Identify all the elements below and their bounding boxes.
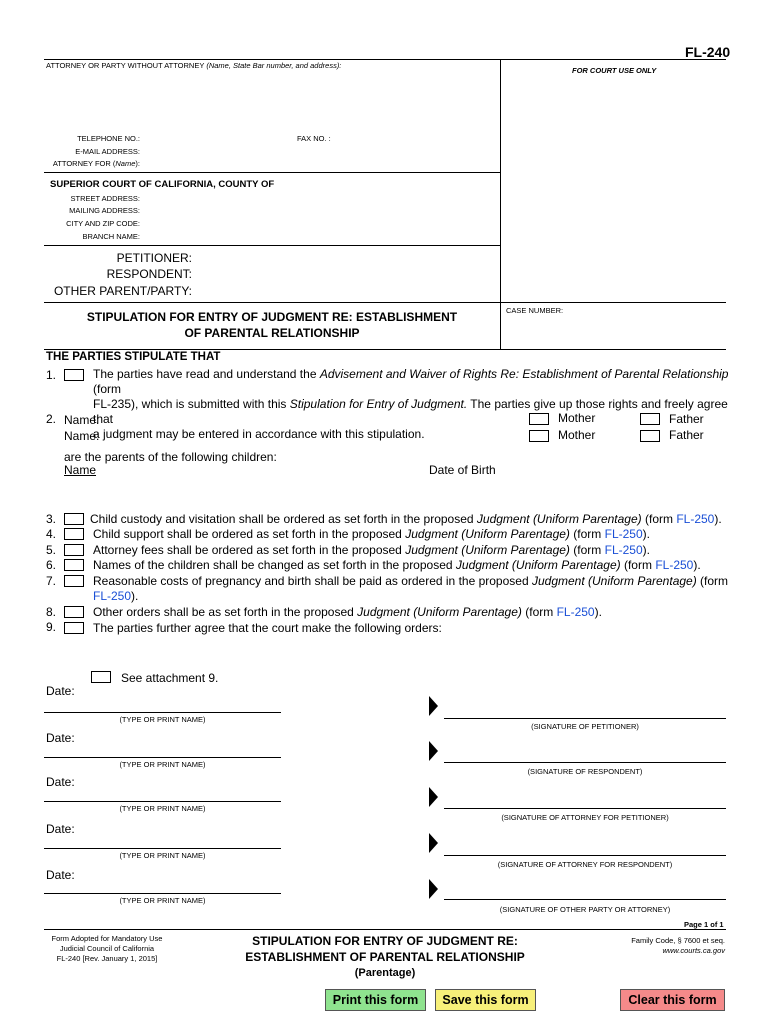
date-label-3: Date:	[46, 775, 75, 789]
header-top-rule	[44, 59, 726, 60]
attorney-for-label: ATTORNEY FOR (Name):	[52, 159, 140, 168]
name-line-2[interactable]	[44, 757, 281, 758]
email-label: E-MAIL ADDRESS:	[75, 147, 140, 156]
street-label: STREET ADDRESS:	[70, 194, 140, 203]
signature-line-2[interactable]	[444, 762, 726, 763]
item-7-number: 7.	[46, 574, 57, 588]
clear-button[interactable]: Clear this form	[620, 989, 725, 1011]
item-3-link[interactable]: FL-250	[676, 512, 715, 526]
rule-parties	[44, 302, 726, 303]
mother-checkbox-1[interactable]	[529, 413, 549, 425]
signature-arrow-icon	[429, 879, 438, 899]
item-1-text: The parties have read and understand the Advisement and Waiver of Rights Re: Establishment of Parental Relationship (form FL-235), which is submitted with this Stipulation for Entry of Judgment. The parties give up those rights and freely agree that a judgment may be entered in accordance with this stipulation.	[93, 367, 729, 441]
rule-court	[44, 245, 500, 246]
signature-line-5[interactable]	[444, 899, 726, 900]
signature-label-3: (SIGNATURE OF ATTORNEY FOR PETITIONER)	[501, 813, 669, 822]
adopted-block: Form Adopted for Mandatory Use Judicial Council of California FL-240 [Rev. January 1, 2015]	[51, 934, 163, 963]
type-name-label-5: (TYPE OR PRINT NAME)	[119, 896, 206, 905]
item-7-checkbox[interactable]	[64, 575, 84, 587]
see-attachment-label: See attachment 9.	[121, 671, 219, 685]
form-id: FL-240	[685, 44, 731, 60]
item-4-number: 4.	[46, 527, 57, 541]
save-button[interactable]: Save this form	[435, 989, 536, 1011]
fax-label: FAX NO. :	[297, 134, 331, 143]
signature-arrow-icon	[429, 741, 438, 761]
item-4-checkbox[interactable]	[64, 528, 84, 540]
footer-title: STIPULATION FOR ENTRY OF JUDGMENT RE: ESTABLISHMENT OF PARENTAL RELATIONSHIP (Parentage)	[245, 934, 525, 979]
item-1-number: 1.	[46, 368, 57, 382]
children-name-header: Name	[64, 463, 97, 477]
print-button[interactable]: Print this form	[325, 989, 426, 1011]
respondent-label: RESPONDENT:	[106, 267, 192, 281]
item-3-text: Child custody and visitation shall be ordered as set forth in the proposed Judgment (Uniform Parentage) (form FL-250).	[90, 512, 722, 526]
signature-line-4[interactable]	[444, 855, 726, 856]
signature-line-1[interactable]	[444, 718, 726, 719]
item-9-checkbox[interactable]	[64, 622, 84, 634]
name-line-1[interactable]	[44, 712, 281, 713]
other-parent-label: OTHER PARENT/PARTY:	[53, 284, 192, 298]
stipulate-heading: THE PARTIES STIPULATE THAT	[46, 351, 221, 363]
name-line-4[interactable]	[44, 848, 281, 849]
rule-title	[44, 349, 726, 350]
signature-label-2: (SIGNATURE OF RESPONDENT)	[527, 767, 643, 776]
date-label-4: Date:	[46, 822, 75, 836]
city-label: CITY AND ZIP CODE:	[66, 219, 140, 228]
item-5-link[interactable]: FL-250	[604, 543, 643, 557]
item-7-text: Reasonable costs of pregnancy and birth shall be paid as ordered in the proposed Judgment (Uniform Parentage) (form FL-250).	[93, 574, 729, 603]
item-6-link[interactable]: FL-250	[655, 558, 694, 572]
type-name-label-1: (TYPE OR PRINT NAME)	[119, 715, 206, 724]
item-9-text: The parties further agree that the court make the following orders:	[93, 621, 442, 635]
date-label-2: Date:	[46, 731, 75, 745]
item-8-link[interactable]: FL-250	[556, 605, 595, 619]
signature-arrow-icon	[429, 696, 438, 716]
type-name-label-4: (TYPE OR PRINT NAME)	[119, 851, 206, 860]
item-5-text: Attorney fees shall be ordered as set forth in the proposed Judgment (Uniform Parentage) (form FL-250).	[93, 543, 650, 557]
court-label: SUPERIOR COURT OF CALIFORNIA, COUNTY OF	[50, 179, 275, 190]
mother-checkbox-2[interactable]	[529, 430, 549, 442]
item-6-text: Names of the children shall be changed as set forth in the proposed Judgment (Uniform Parentage) (form FL-250).	[93, 558, 701, 572]
item-3-checkbox[interactable]	[64, 513, 84, 525]
item-1-checkbox[interactable]	[64, 369, 84, 381]
footer-rule	[44, 929, 726, 930]
form-title: STIPULATION FOR ENTRY OF JUDGMENT RE: ESTABLISHMENT OF PARENTAL RELATIONSHIP	[86, 310, 458, 340]
item-5-checkbox[interactable]	[64, 544, 84, 556]
date-label-1: Date:	[46, 684, 75, 698]
father-label-1: Father	[669, 412, 704, 426]
branch-label: BRANCH NAME:	[82, 232, 140, 241]
item-4-text: Child support shall be ordered as set forth in the proposed Judgment (Uniform Parentage) (form FL-250).	[93, 527, 650, 541]
mailing-label: MAILING ADDRESS:	[69, 206, 140, 215]
parents-of-text: are the parents of the following children:	[64, 450, 277, 464]
item-5-number: 5.	[46, 543, 57, 557]
signature-label-4: (SIGNATURE OF ATTORNEY FOR RESPONDENT)	[497, 860, 673, 869]
father-checkbox-2[interactable]	[640, 430, 660, 442]
father-checkbox-1[interactable]	[640, 413, 660, 425]
item-9-number: 9.	[46, 620, 57, 634]
item-8-checkbox[interactable]	[64, 606, 84, 618]
signature-arrow-icon	[429, 833, 438, 853]
header-divider	[500, 59, 501, 349]
signature-arrow-icon	[429, 787, 438, 807]
item-8-number: 8.	[46, 605, 57, 619]
signature-line-3[interactable]	[444, 808, 726, 809]
item-3-number: 3.	[46, 512, 57, 526]
court-use-label: FOR COURT USE ONLY	[572, 66, 657, 75]
page-number: Page 1 of 1	[684, 920, 724, 929]
item-2-number: 2.	[46, 412, 57, 426]
telephone-label: TELEPHONE NO.:	[77, 134, 140, 143]
item-8-text: Other orders shall be as set forth in the proposed Judgment (Uniform Parentage) (form FL-250).	[93, 605, 602, 619]
item-6-checkbox[interactable]	[64, 559, 84, 571]
item-7-link[interactable]: FL-250	[93, 589, 132, 603]
item-2-name-label-1: Name:	[64, 413, 100, 427]
name-line-5[interactable]	[44, 893, 281, 894]
mother-label-2: Mother	[558, 428, 596, 442]
case-number-label: CASE NUMBER:	[506, 306, 564, 315]
type-name-label-3: (TYPE OR PRINT NAME)	[119, 804, 206, 813]
type-name-label-2: (TYPE OR PRINT NAME)	[119, 760, 206, 769]
date-label-5: Date:	[46, 868, 75, 882]
petitioner-label: PETITIONER:	[116, 251, 192, 265]
see-attachment-checkbox[interactable]	[91, 671, 111, 683]
signature-label-5: (SIGNATURE OF OTHER PARTY OR ATTORNEY)	[499, 905, 671, 914]
attorney-label: ATTORNEY OR PARTY WITHOUT ATTORNEY (Name, State Bar number, and address):	[46, 61, 342, 70]
item-2-name-label-2: Name:	[64, 429, 100, 443]
signature-label-1: (SIGNATURE OF PETITIONER)	[531, 722, 639, 731]
item-4-link[interactable]: FL-250	[604, 527, 643, 541]
item-6-number: 6.	[46, 558, 57, 572]
code-block: Family Code, § 7600 et seq. www.courts.ca.gov	[631, 936, 725, 955]
children-dob-header: Date of Birth	[429, 463, 496, 477]
name-line-3[interactable]	[44, 801, 281, 802]
mother-label-1: Mother	[558, 411, 596, 425]
rule-attorney	[44, 172, 500, 173]
father-label-2: Father	[669, 428, 704, 442]
